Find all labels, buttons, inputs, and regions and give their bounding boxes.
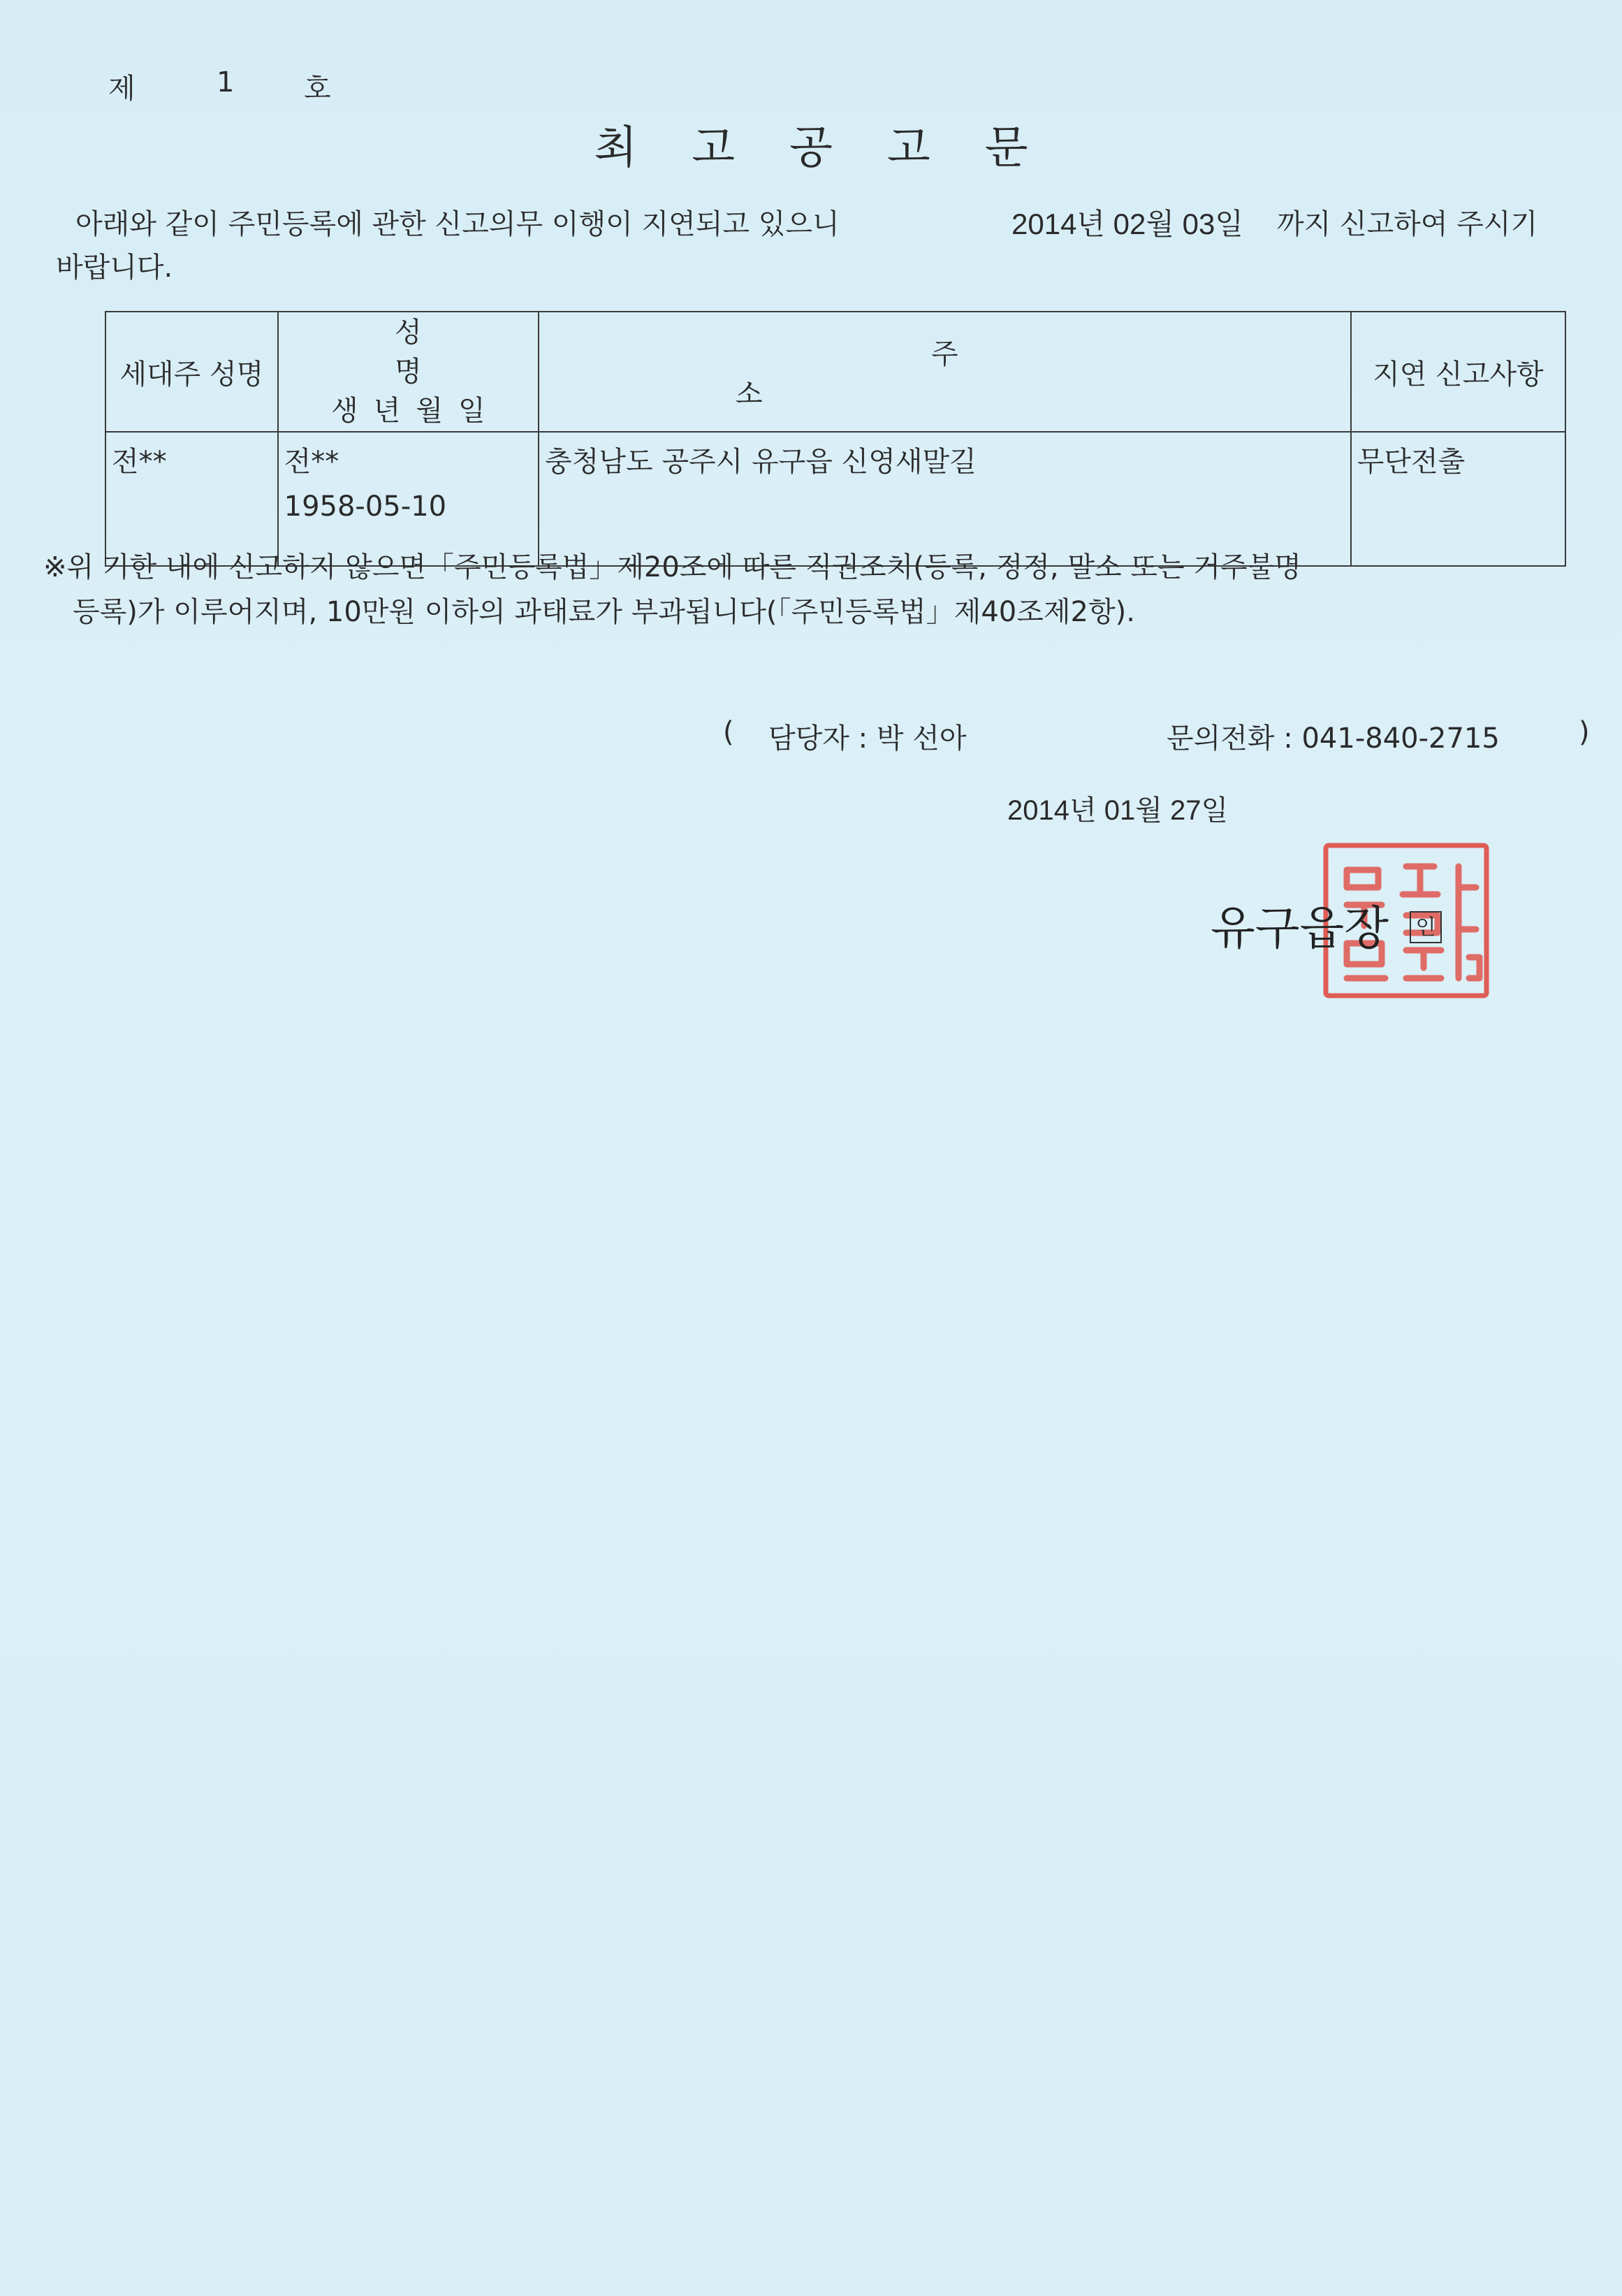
deadline-date: 2014년 02월 03일 [1011,208,1243,240]
intro-text-3: 바랍니다. [56,252,173,284]
issue-date: 2014년 01월 27일 [1007,795,1229,826]
cell-delayed-item: 무단전출 [1351,432,1565,566]
header-birth: 생년월일 [331,395,501,427]
intro-text-2: 까지 신고하여 주시기 [1277,208,1538,240]
contact-info [723,716,1590,756]
number-prefix: 제 [108,73,136,105]
cell-householder: 전** [105,432,278,566]
signer-title: 유구읍장 [1211,901,1389,955]
note-line-2: 등록)가 이루어지며, 10만원 이하의 과태료가 부과됩니다(「주민등록법」제40조제2항). [73,596,1135,628]
intro-paragraph [56,203,1572,289]
number-value: 1 [217,66,235,99]
cell-address: 충청남도 공주시 유구읍 신영새말길 [539,432,1351,566]
notice-note [43,545,1580,634]
table-header-row [105,312,1565,432]
number-suffix: 호 [304,73,331,105]
cell-name: 전** [284,446,339,478]
note-line-1: ※위 기한 내에 신고하지 않으면「주민등록법」제20조에 따른 직권조치(등록, 정정, 말소 또는 거주불명 [43,551,1301,583]
cell-birth: 1958-05-10 [284,491,447,523]
header-delayed-item: 지연 신고사항 [1351,312,1565,432]
report-table [105,311,1566,567]
header-householder: 세대주 성명 [105,312,278,432]
contact-open-paren: ( [723,716,734,748]
page-title: 최고공고문 [594,122,1083,174]
header-name: 성명 [395,317,527,388]
seal-mark: 인 [1410,911,1442,943]
contact-phone: 문의전화 : 041-840-2715 [1167,722,1500,755]
contact-manager: 담당자 : 박 선아 [768,722,967,755]
document-number [108,66,331,106]
intro-text-1: 아래와 같이 주민등록에 관한 신고의무 이행이 지연되고 있으니 [75,208,840,240]
header-address: 주소 [539,312,1351,432]
contact-close-paren: ) [1579,716,1590,748]
header-name-birth [278,312,539,432]
